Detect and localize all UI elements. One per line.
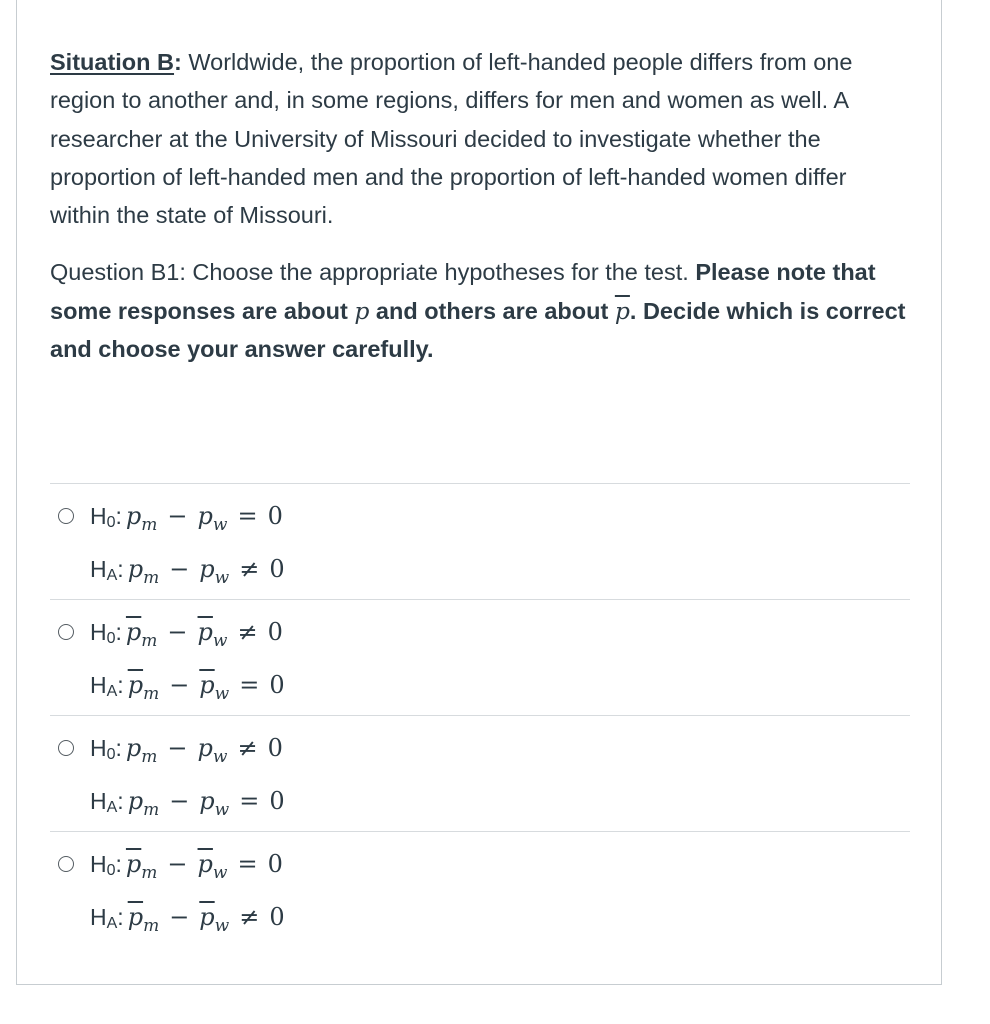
situation-paragraph bbox=[50, 43, 910, 234]
hypothesis-label: H0: bbox=[90, 503, 122, 531]
null-hypothesis bbox=[90, 617, 283, 651]
question-lead: Question B1: Choose the appropriate hypotheses for the test. bbox=[50, 259, 696, 286]
hypothesis-label: HA: bbox=[90, 904, 124, 932]
hypothesis-expression: $p_m - p_w = 0$ bbox=[125, 502, 283, 535]
answer-list bbox=[50, 483, 910, 947]
alternative-hypothesis bbox=[90, 554, 285, 588]
alternative-hypothesis bbox=[90, 670, 285, 704]
question-paragraph bbox=[50, 253, 910, 368]
situation-text: Worldwide, the proportion of left-handed people differs from one region to another and, in some regions, differs for men and women as well. A researcher at the University of Missouri decided to investigate whether the proportion of left-handed men and the proportion of left-handed women differ within the state of Missouri. bbox=[50, 49, 853, 229]
null-hypothesis bbox=[90, 501, 283, 535]
radio-button[interactable] bbox=[58, 624, 74, 640]
hypothesis-expression: $p_m - p_w \ne 0$ bbox=[125, 734, 283, 767]
alternative-hypothesis bbox=[90, 786, 285, 820]
hypothesis-label: HA: bbox=[90, 788, 124, 816]
situation-colon: : bbox=[174, 49, 182, 75]
hypothesis-expression: $\overline{p}_m - \overline{p}_w = 0$ bbox=[125, 850, 283, 883]
radio-button[interactable] bbox=[58, 740, 74, 756]
radio-button[interactable] bbox=[58, 508, 74, 524]
hypothesis-expression: $p_m - p_w \ne 0$ bbox=[127, 555, 285, 588]
hypothesis-label: HA: bbox=[90, 672, 124, 700]
symbol-p-bar: $\overline{p}$ bbox=[614, 296, 630, 325]
answer-option-3[interactable] bbox=[50, 715, 910, 831]
hypothesis-label: H0: bbox=[90, 851, 122, 879]
hypothesis-expression: $\overline{p}_m - \overline{p}_w = 0$ bbox=[127, 671, 285, 704]
answer-option-2[interactable] bbox=[50, 599, 910, 715]
hypothesis-label: H0: bbox=[90, 619, 122, 647]
question-note-2: and others are about bbox=[369, 297, 615, 324]
hypothesis-label: HA: bbox=[90, 556, 124, 584]
hypothesis-expression: $\overline{p}_m - \overline{p}_w \ne 0$ bbox=[125, 618, 283, 651]
alternative-hypothesis bbox=[90, 902, 285, 936]
answer-option-1[interactable] bbox=[50, 483, 910, 599]
hypothesis-label: H0: bbox=[90, 735, 122, 763]
question-note-1: Please note that some responses are about bbox=[50, 259, 876, 324]
answer-option-4[interactable] bbox=[50, 831, 910, 947]
null-hypothesis bbox=[90, 849, 283, 883]
hypothesis-expression: $p_m - p_w = 0$ bbox=[127, 787, 285, 820]
symbol-p: p bbox=[354, 296, 370, 325]
radio-button[interactable] bbox=[58, 856, 74, 872]
question-note-3: . Decide which is correct and choose your answer carefully. bbox=[50, 297, 906, 363]
situation-label: Situation B bbox=[50, 49, 175, 75]
hypothesis-expression: $\overline{p}_m - \overline{p}_w \ne 0$ bbox=[127, 903, 285, 936]
null-hypothesis bbox=[90, 733, 283, 767]
question-body bbox=[50, 43, 910, 368]
